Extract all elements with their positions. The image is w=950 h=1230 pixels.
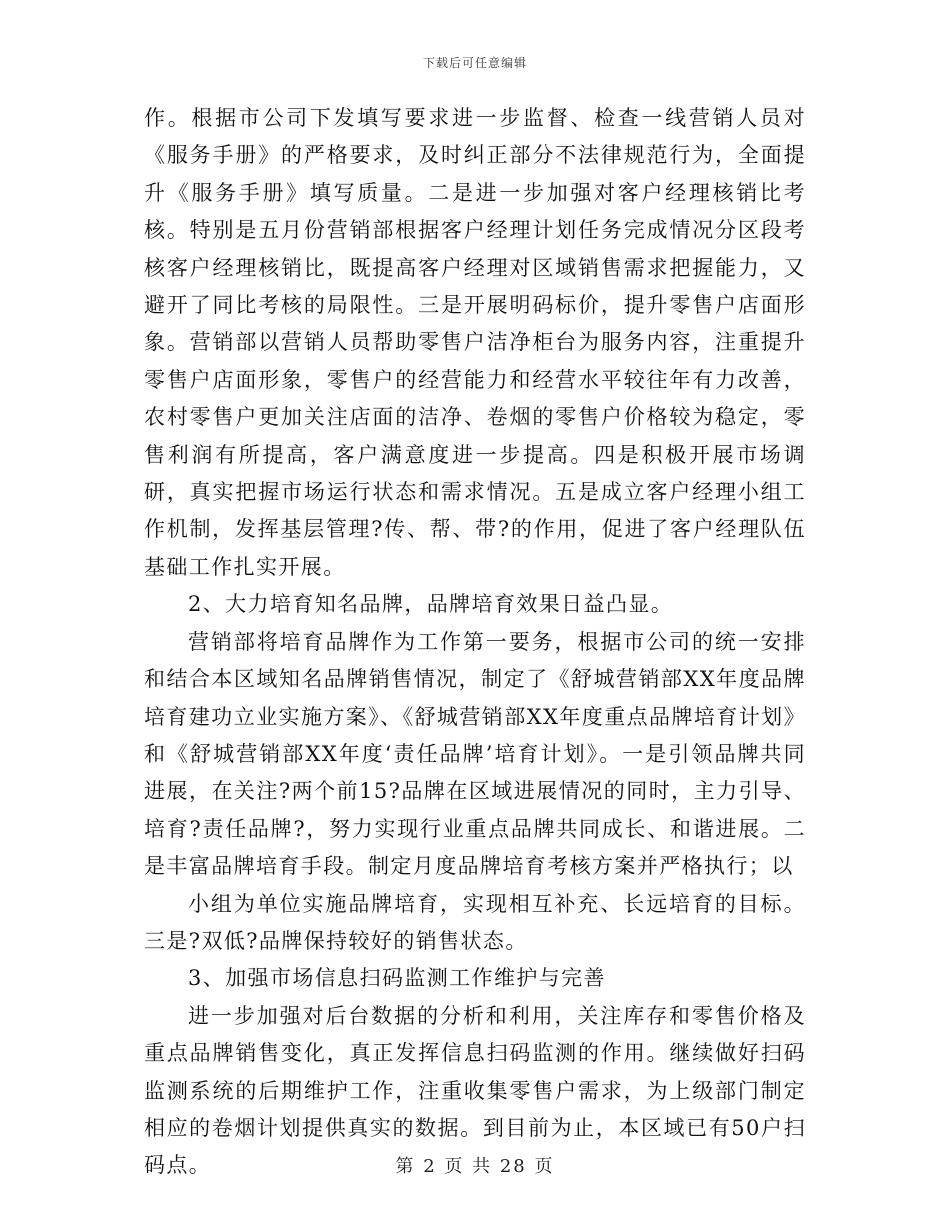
page-number-footer: 第 2 页 共 28 页 xyxy=(395,1156,555,1177)
page-header: 下载后可任意编辑 xyxy=(422,56,527,70)
paragraph-scan-monitoring: 进一步加强对后台数据的分析和利用，关注库存和零售价格及重点品牌销售变化，真正发挥信息扫码监测的作用。继续做好扫码监测系统的后期维护工作，注重收集零售户需求，为上级部门制定相应的卷烟计划提供真实的数据。到目前为止，本区域已有50户扫码点。 xyxy=(144,1003,806,1178)
document-body xyxy=(144,100,806,1185)
paragraph-continuation: 作。根据市公司下发填写要求进一步监督、检查一线营销人员对《服务手册》的严格要求，及时纠正部分不法律规范行为，全面提升《服务手册》填写质量。二是进一步加强对客户经理核销比考核。特别是五月份营销部根据客户经理计划任务完成情况分区段考核客户经理核销比，既提高客户经理对区域销售需求把握能力，又避开了同比考核的局限性。三是开展明码标价，提升零售户店面形象。营销部以营销人员帮助零售户洁净柜台为服务内容，注重提升零售户店面形象，零售户的经营能力和经营水平较往年有力改善，农村零售户更加关注店面的洁净、卷烟的零售户价格较为稳定，零售利润有所提高，客户满意度进一步提高。四是积极开展市场调研，真实把握市场运行状态和需求情况。五是成立客户经理小组工作机制，发挥基层管理?传、帮、带?的作用，促进了客户经理队伍基础工作扎实开展。 xyxy=(144,106,806,579)
paragraph-brand-cultivation: 营销部将培育品牌作为工作第一要务，根据市公司的统一安排和结合本区域知名品牌销售情况，制定了《舒城营销部XX年度品牌培育建功立业实施方案》、《舒城营销部XX年度重点品牌培育计划》和《舒城营销部XX年度‘责任品牌’培育计划》。一是引领品牌共同进展，在关注?两个前15?品牌在区域进展情况的同时，主力引导、培育?责任品牌?，努力实现行业重点品牌共同成长、和谐进展。二是丰富品牌培育手段。制定月度品牌培育考核方案并严格执行；以 xyxy=(144,629,806,879)
section-heading-brand-cultivation: 2、大力培育知名品牌，品牌培育效果日益凸显。 xyxy=(188,592,674,617)
section-heading-scan-monitoring: 3、加强市场信息扫码监测工作维护与完善 xyxy=(188,966,606,991)
paragraph-group-cultivation: 小组为单位实施品牌培育，实现相互补充、长远培育的目标。三是?双低?品牌保持较好的销售状态。 xyxy=(144,891,806,953)
